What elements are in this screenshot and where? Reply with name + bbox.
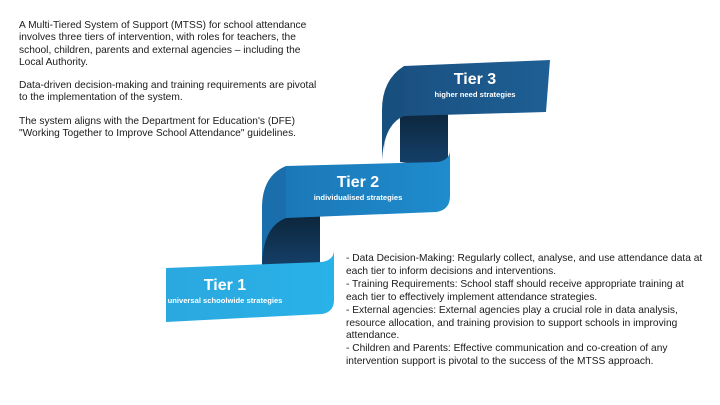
intro-paragraph: The system aligns with the Department for Education's (DFE) "Working Together to Improve School Attendance" guidelines. <box>19 115 296 140</box>
tier1-label <box>166 276 284 306</box>
key-points-list <box>346 253 706 369</box>
tier3-title: Tier 3 <box>453 71 497 88</box>
key-point-item: - External agencies: External agencies play a crucial role in data analysis, resource allocation, and training provision to support schools in improving attendance. <box>346 304 678 342</box>
ribbon-fold-upper <box>400 108 448 164</box>
tier2-subtitle: individualised strategies <box>313 193 403 202</box>
intro-paragraph: Data-driven decision-making and training requirements are pivotal to the implementation of the system. <box>19 80 317 104</box>
tier1-subtitle: universal schoolwide strategies <box>167 296 283 305</box>
intro-paragraph: A Multi-Tiered System of Support (MTSS) for school attendance involves three tiers of intervention, with roles for teachers, the school, children, parents and external agencies – including the Local Authority. <box>19 20 307 68</box>
key-point-item: - Data Decision-Making: Regularly collect, analyse, and use attendance data at each tier to inform decisions and interventions. <box>346 253 703 277</box>
key-point-item: - Children and Parents: Effective communication and co-creation of any intervention support is pivotal to the success of the MTSS approach. <box>346 343 668 368</box>
tier2-title: Tier 2 <box>336 174 380 191</box>
tier3-label <box>404 70 546 100</box>
tier1-title: Tier 1 <box>203 277 247 294</box>
tier3-subtitle: higher need strategies <box>434 90 516 99</box>
tier2-label <box>282 173 434 203</box>
key-point-item: - Training Requirements: School staff should receive appropriate training at each tier to effectively implement attendance strategies. <box>346 278 684 303</box>
